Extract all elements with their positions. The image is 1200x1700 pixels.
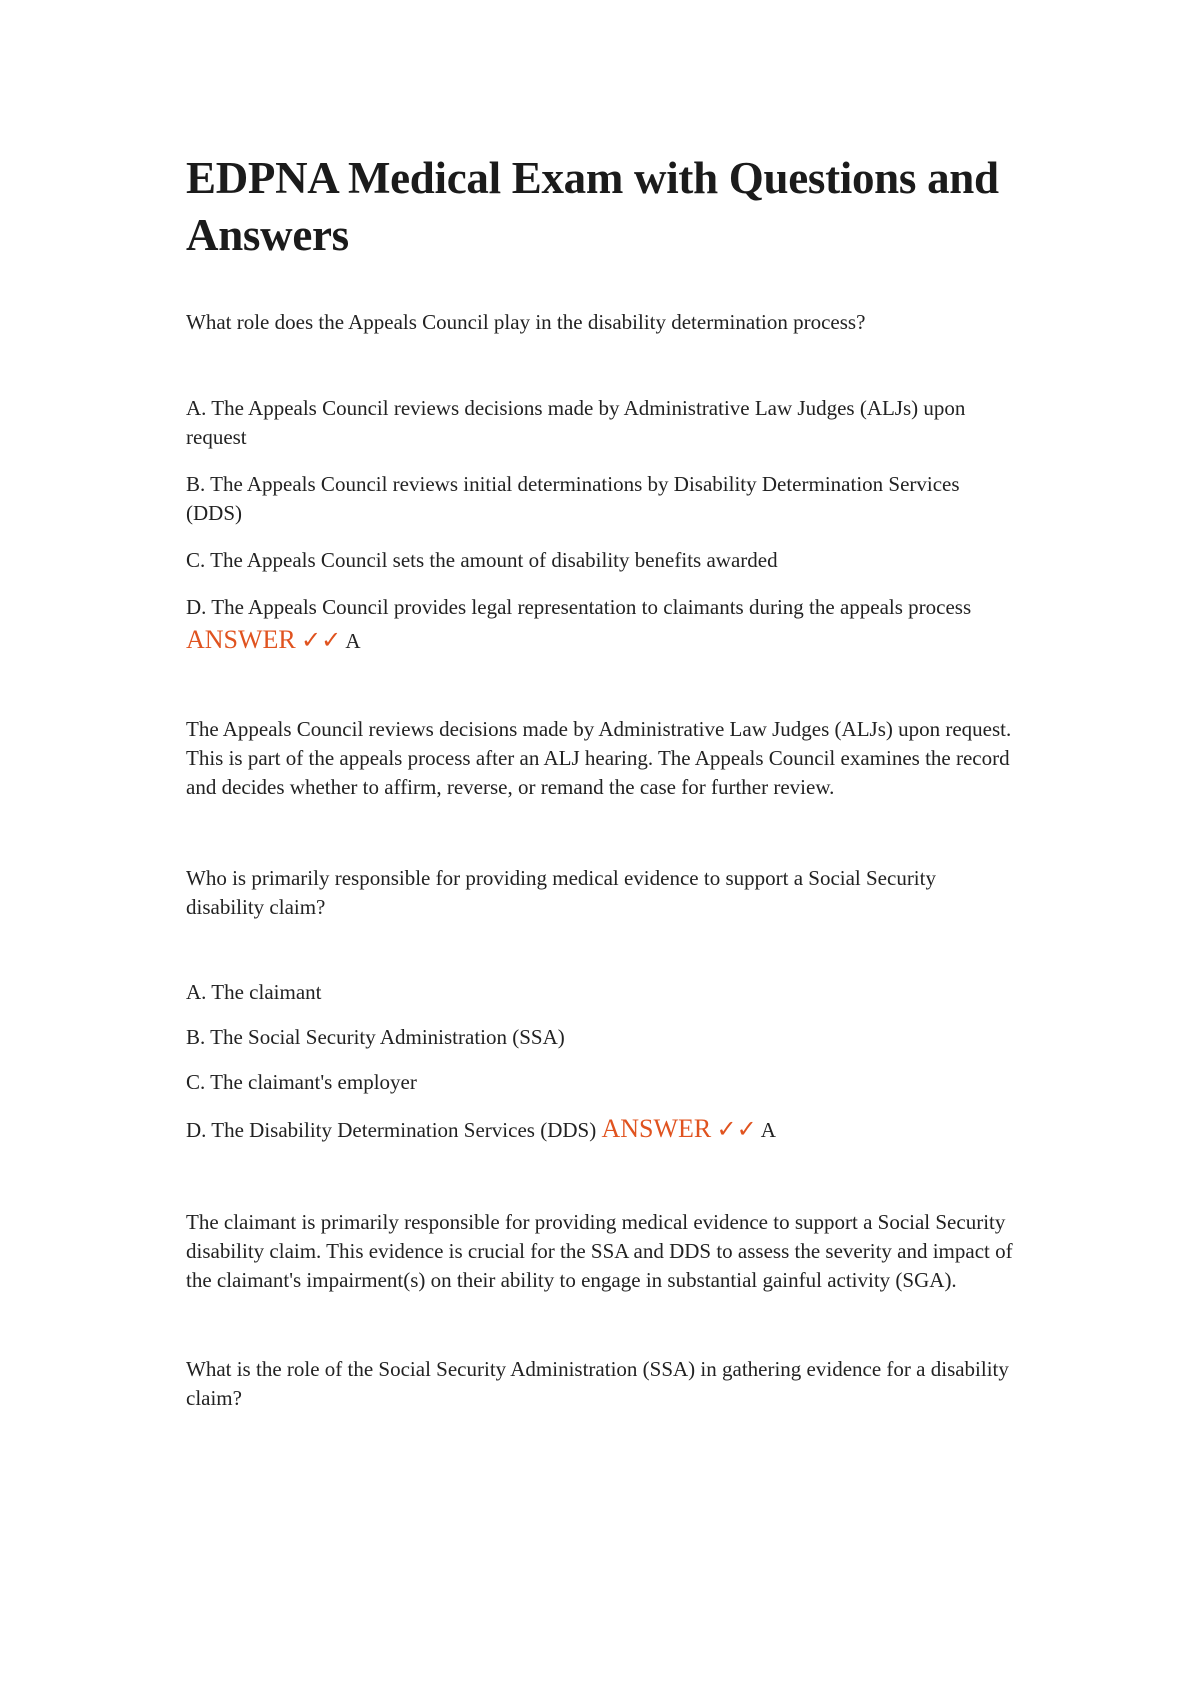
- double-check-icon: ✓✓: [716, 1117, 757, 1143]
- question-2-option-b: B. The Social Security Administration (SSA): [186, 1025, 565, 1049]
- document-title: EDPNA Medical Exam with Questions and Answers: [186, 153, 999, 260]
- question-1-option-a: A. The Appeals Council reviews decisions made by Administrative Law Judges (ALJs) upon request: [186, 396, 966, 449]
- question-2-text: Who is primarily responsible for providing medical evidence to support a Social Security disability claim?: [186, 866, 936, 919]
- question-1-text: What role does the Appeals Council play in the disability determination process?: [186, 310, 866, 334]
- question-1-option-d: D. The Appeals Council provides legal representation to claimants during the appeals process: [186, 595, 972, 619]
- answer-letter: A: [345, 629, 361, 653]
- question-2-option-c: C. The claimant's employer: [186, 1070, 417, 1094]
- question-1-answer: [186, 624, 1016, 657]
- question-2-option-d-and-answer: [186, 1113, 1016, 1146]
- answer-label: ANSWER: [601, 1114, 712, 1143]
- question-1-explanation: The Appeals Council reviews decisions made by Administrative Law Judges (ALJs) upon request. This is part of the appeals process after an ALJ hearing. The Appeals Council examines the record and decides whether to affirm, reverse, or remand the case for further review.: [186, 717, 1012, 799]
- question-2-option-d: D. The Disability Determination Services (DDS): [186, 1118, 597, 1142]
- question-2-explanation: The claimant is primarily responsible for providing medical evidence to support a Social Security disability claim. This evidence is crucial for the SSA and DDS to assess the severity and impact of the claimant's impairment(s) on their ability to engage in substantial gainful activity (SGA).: [186, 1210, 1013, 1292]
- double-check-icon: ✓✓: [301, 628, 342, 654]
- question-3-text: What is the role of the Social Security Administration (SSA) in gathering evidence for a disability claim?: [186, 1357, 1009, 1410]
- question-1-option-c: C. The Appeals Council sets the amount of disability benefits awarded: [186, 548, 778, 572]
- question-1-option-b: B. The Appeals Council reviews initial determinations by Disability Determination Services (DDS): [186, 472, 960, 525]
- question-2-option-a: A. The claimant: [186, 980, 322, 1004]
- document-content: [186, 150, 1016, 1413]
- answer-letter: A: [760, 1118, 776, 1142]
- answer-label: ANSWER: [186, 625, 296, 654]
